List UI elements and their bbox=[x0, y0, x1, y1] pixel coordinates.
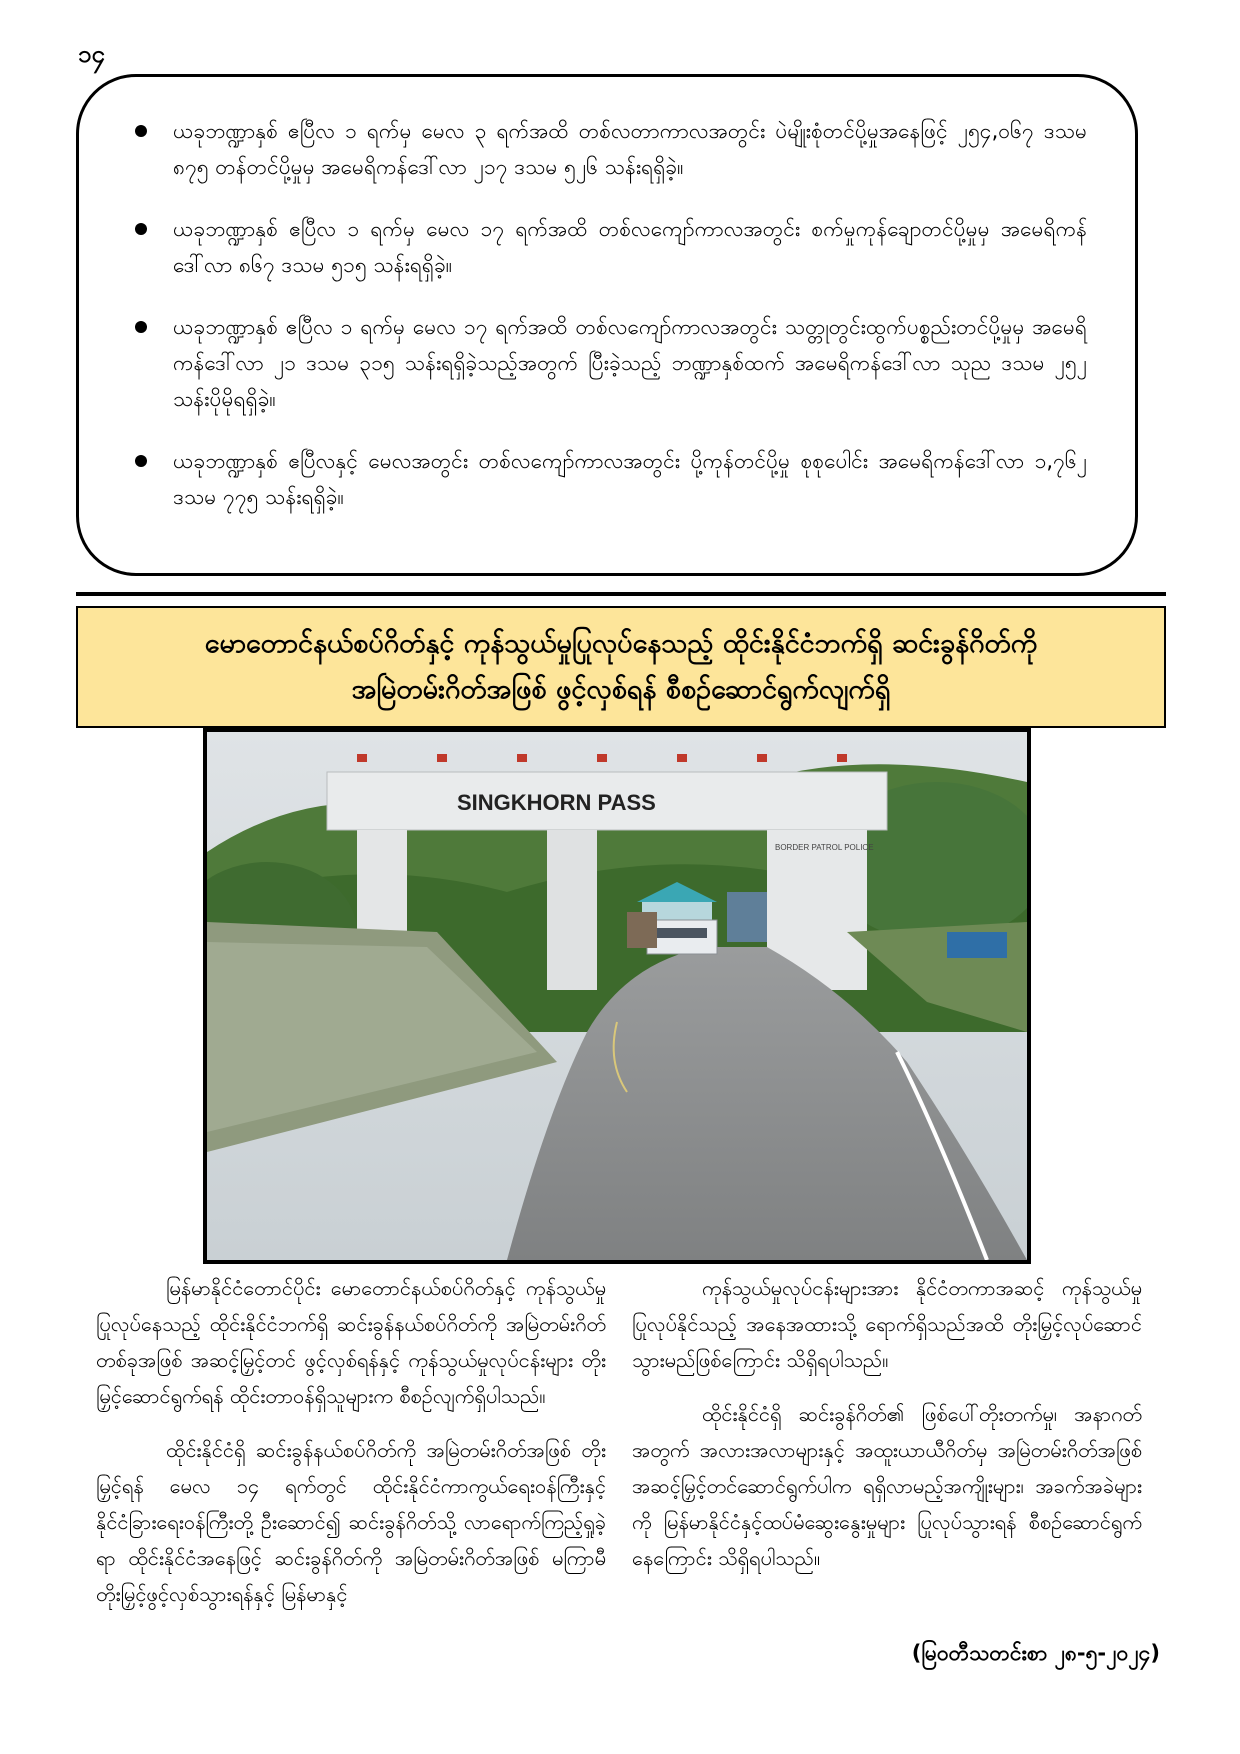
headline-line-2: အမြဲတမ်းဂိတ်အဖြစ် ဖွင့်လှစ်ရန် စီစဉ်ဆောင်ရွက်လျက်ရှိ bbox=[351, 674, 891, 705]
headline-line-1: မောတောင်နယ်စပ်ဂိတ်နှင့် ကုန်သွယ်မှုပြုလုပ်နေသည့် ထိုင်းနိုင်ငံဘက်ရှိ ဆင်းခွန်ဂိတ်ကို bbox=[204, 628, 1038, 659]
bullet-item bbox=[127, 443, 1087, 515]
border-gate-photo bbox=[203, 728, 1031, 1264]
article-paragraph: ထိုင်းနိုင်ငံရှိ ဆင်းခွန်နယ်စပ်ဂိတ်ကို အမြဲတမ်းဂိတ်အဖြစ် တိုးမြှင့်ရန် မေလ ၁၄ ရက်တွင် ထိုင်းနိုင်ငံကာကွယ်ရေးဝန်ကြီးနှင့် နိုင်ငံခြားရေးဝန်ကြီးတို့ ဦးဆောင်၍ ဆင်းခွန်ဂိတ်သို့ လာရောက်ကြည့်ရှုခဲ့ရာ ထိုင်းနိုင်ငံအနေဖြင့် ဆင်းခွန်ဂိတ်ကို အမြဲတမ်းဂိတ်အဖြစ် မကြာမီ တိုးမြှင့်ဖွင့်လှစ်သွားရန်နှင့် မြန်မာနှင့် bbox=[96, 1438, 606, 1606]
export-highlights-box bbox=[76, 74, 1138, 576]
article-paragraph: မြန်မာနိုင်ငံတောင်ပိုင်း မောတောင်နယ်စပ်ဂိတ်နှင့် ကုန်သွယ်မှုပြုလုပ်နေသည့် ထိုင်းနိုင်ငံဘက်ရှိ ဆင်းခွန်နယ်စပ်ဂိတ်ကို အမြဲတမ်းဂိတ်တစ်ခုအဖြစ် အဆင့်မြှင့်တင် ဖွင့်လှစ်ရန်နှင့် ကုန်သွယ်မှုလုပ်ငန်းများ တိုးမြှင့်ဆောင်ရွက်ရန် ထိုင်းတာဝန်ရှိသူများက စီစဉ်လျက်ရှိပါသည်။ bbox=[96, 1276, 606, 1408]
article-paragraph: ထိုင်းနိုင်ငံရှိ ဆင်းခွန်ဂိတ်၏ ဖြစ်ပေါ်တိုးတက်မှု၊ အနာဂတ်အတွက် အလားအလာများနှင့် အထူးယာယီဂိတ်မှ အမြဲတမ်းဂိတ်အဖြစ် အဆင့်မြှင့်တင်ဆောင်ရွက်ပါက ရရှိလာမည့်အကျိုးများ၊ အခက်အခဲများကို မြန်မာနိုင်ငံနှင့်ထပ်မံဆွေးနွေးမှုများ ပြုလုပ်သွားရန် စီစဉ်ဆောင်ရွက်နေကြောင်း သိရှိရပါသည်။ bbox=[632, 1402, 1142, 1570]
bullet-icon bbox=[135, 125, 147, 137]
bullet-text: ယခုဘဏ္ဍာနှစ် ဧပြီလ ၁ ရက်မှ မေလ ၁၇ ရက်အထိ တစ်လကျော်ကာလအတွင်း စက်မှုကုန်ချောတင်ပို့မှုမှ အမေရိကန်ဒေါ်လာ ၈၆၇ ဒသမ ၅၁၅ သန်းရရှိခဲ့။ bbox=[173, 217, 1087, 277]
article-headline bbox=[76, 606, 1166, 728]
article-column-left bbox=[96, 1270, 606, 1630]
gate-sign-text: SINGKHORN PASS bbox=[457, 790, 656, 815]
section-divider bbox=[76, 592, 1166, 596]
bullet-text: ယခုဘဏ္ဍာနှစ် ဧပြီလနှင့် မေလအတွင်း တစ်လကျော်ကာလအတွင်း ပို့ကုန်တင်ပို့မှု စုစုပေါင်း အမေရိကန်ဒေါ်လာ ၁,၇၆၂ ဒသမ ၇၇၅ သန်းရရှိခဲ့။ bbox=[173, 449, 1087, 509]
bullet-item bbox=[127, 309, 1087, 417]
bullet-text: ယခုဘဏ္ဍာနှစ် ဧပြီလ ၁ ရက်မှ မေလ ၁၇ ရက်အထိ တစ်လကျော်ကာလအတွင်း သတ္တုတွင်းထွက်ပစ္စည်းတင်ပို့မှုမှ အမေရိကန်ဒေါ်လာ ၂၁ ဒသမ ၃၁၅ သန်းရရှိခဲ့သည့်အတွက် ပြီးခဲ့သည့် ဘဏ္ဍာနှစ်ထက် အမေရိကန်ဒေါ်လာ သုည ဒသမ ၂၅၂ သန်းပိုမိုရရှိခဲ့။ bbox=[173, 315, 1087, 411]
bullet-item bbox=[127, 113, 1087, 185]
bullet-icon bbox=[135, 455, 147, 467]
bullet-icon bbox=[135, 321, 147, 333]
border-patrol-sign: BORDER PATROL POLICE bbox=[775, 843, 874, 852]
article-paragraph: ကုန်သွယ်မှုလုပ်ငန်းများအား နိုင်ငံတကာအဆင့် ကုန်သွယ်မှုပြုလုပ်နိုင်သည့် အနေအထားသို့ ရောက်ရှိသည်အထိ တိုးမြှင့်လုပ်ဆောင်သွားမည်ဖြစ်ကြောင်း သိရှိရပါသည်။ bbox=[632, 1276, 1142, 1372]
page-number: ၁၄ bbox=[78, 40, 105, 68]
bullet-item bbox=[127, 211, 1087, 283]
bullet-text: ယခုဘဏ္ဍာနှစ် ဧပြီလ ၁ ရက်မှ မေလ ၃ ရက်အထိ တစ်လတာကာလအတွင်း ပဲမျိုးစုံတင်ပို့မှုအနေဖြင့် ၂၅၄,၀၆၇ ဒသမ ၈၇၅ တန်တင်ပို့မှုမှ အမေရိကန်ဒေါ်လာ ၂၁၇ ဒသမ ၅၂၆ သန်းရရှိခဲ့။ bbox=[173, 119, 1087, 179]
bullet-icon bbox=[135, 223, 147, 235]
source-citation: (မြဝတီသတင်းစာ ၂၈-၅-၂၀၂၄) bbox=[911, 1641, 1160, 1665]
article-column-right bbox=[632, 1270, 1142, 1594]
